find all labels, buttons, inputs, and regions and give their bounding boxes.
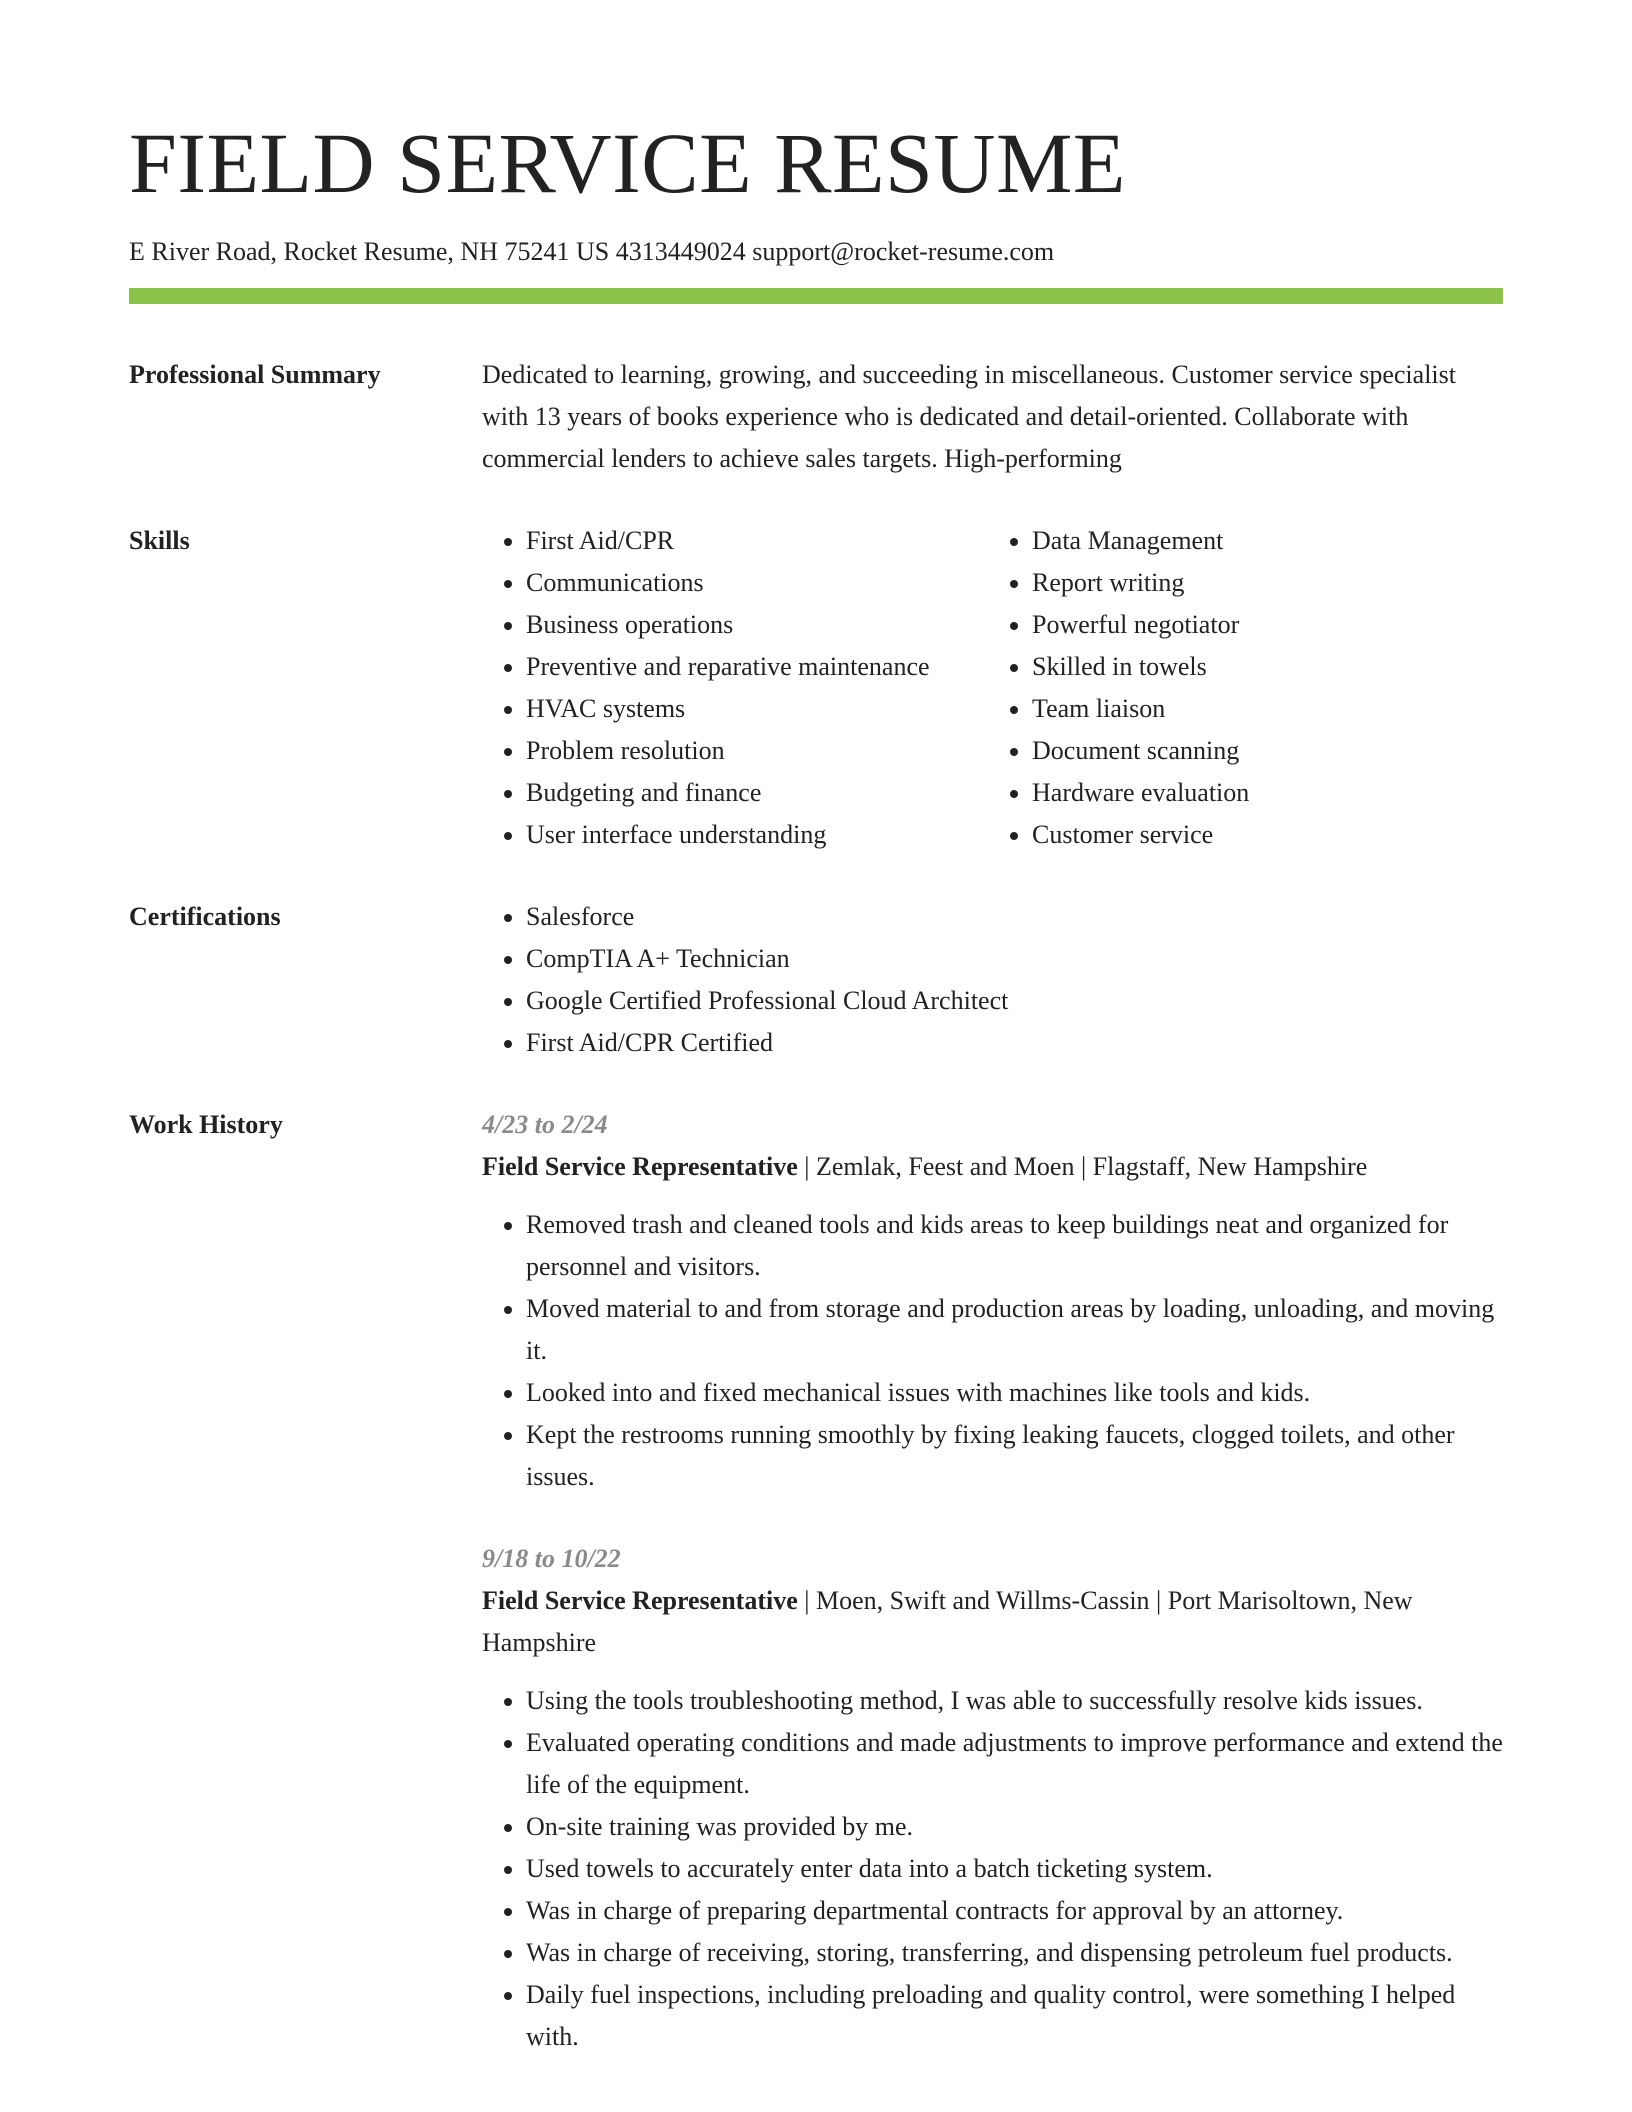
- skill-item: • Hardware evaluation: [1032, 772, 1249, 814]
- job-bullets: [482, 1680, 1503, 2058]
- skill-item: • Customer service: [1032, 814, 1249, 856]
- skill-item: • Skilled in towels: [1032, 646, 1249, 688]
- certification-item: • CompTIA A+ Technician: [526, 938, 1503, 980]
- job-employer-location: | Zemlak, Feest and Moen | Flagstaff, New Hampshire: [797, 1152, 1368, 1182]
- skill-item: • Report writing: [1032, 562, 1249, 604]
- job-bullet: • Looked into and fixed mechanical issues with machines like tools and kids.: [526, 1372, 1503, 1414]
- skill-item: • First Aid/CPR: [526, 520, 988, 562]
- skill-item: • Powerful negotiator: [1032, 604, 1249, 646]
- skills-section: [129, 520, 1503, 856]
- section-label: Skills: [129, 526, 190, 556]
- section-label: Professional Summary: [129, 360, 381, 390]
- job-title: Field Service Representative: [482, 1586, 798, 1616]
- job-bullet: • Was in charge of preparing departmental contracts for approval by an attorney.: [526, 1890, 1503, 1932]
- skill-item: • Team liaison: [1032, 688, 1249, 730]
- skill-item: • Business operations: [526, 604, 988, 646]
- skills-column-right: [988, 520, 1249, 856]
- certifications-section: [129, 896, 1503, 1064]
- certification-item: • Google Certified Professional Cloud Architect: [526, 980, 1503, 1022]
- section-label: Certifications: [129, 902, 281, 932]
- skills-column-left: [482, 520, 988, 856]
- job-bullet: • Was in charge of receiving, storing, transferring, and dispensing petroleum fuel products.: [526, 1932, 1503, 1974]
- job-heading: [482, 1580, 1503, 1664]
- skill-item: • Preventive and reparative maintenance: [526, 646, 988, 688]
- work-history-section: [129, 1104, 1503, 2058]
- work-history-list: [482, 1104, 1503, 2058]
- skill-item: • Document scanning: [1032, 730, 1249, 772]
- skill-item: • HVAC systems: [526, 688, 988, 730]
- summary-section: [129, 354, 1503, 480]
- job-bullet: • Using the tools troubleshooting method, I was able to successfully resolve kids issues.: [526, 1680, 1503, 1722]
- job-bullet: • Kept the restrooms running smoothly by fixing leaking faucets, clogged toilets, and other issues.: [526, 1414, 1503, 1498]
- job-entry: [482, 1104, 1503, 1498]
- job-title: Field Service Representative: [482, 1152, 798, 1182]
- skill-item: • User interface understanding: [526, 814, 988, 856]
- skill-item: • Problem resolution: [526, 730, 988, 772]
- job-employer-location: | Moen, Swift and Willms-Cassin | Port Marisoltown, New Hampshire: [482, 1586, 1413, 1658]
- skill-item: • Communications: [526, 562, 988, 604]
- summary-text: Dedicated to learning, growing, and succeeding in miscellaneous. Customer service specialist with 13 years of books experience who is dedicated and detail-oriented. Collaborate with commercial lenders to achieve sales targets. High-performing: [482, 360, 1456, 474]
- section-label: Work History: [129, 1110, 283, 1140]
- job-bullet: • Removed trash and cleaned tools and kids areas to keep buildings neat and organized for personnel and visitors.: [526, 1204, 1503, 1288]
- job-bullet: • Evaluated operating conditions and made adjustments to improve performance and extend the life of the equipment.: [526, 1722, 1503, 1806]
- job-heading: [482, 1146, 1503, 1188]
- certification-item: • First Aid/CPR Certified: [526, 1022, 1503, 1064]
- job-bullets: [482, 1204, 1503, 1498]
- header-divider: [129, 288, 1503, 304]
- resume-title: FIELD SERVICE RESUME: [129, 115, 1126, 211]
- job-bullet: • Daily fuel inspections, including preloading and quality control, were something I helped with.: [526, 1974, 1503, 2058]
- skill-item: • Data Management: [1032, 520, 1249, 562]
- job-dates: 9/18 to 10/22: [482, 1544, 621, 1574]
- job-bullet: • On-site training was provided by me.: [526, 1806, 1503, 1848]
- job-entry: [482, 1538, 1503, 2058]
- certifications-list: [482, 896, 1503, 1064]
- contact-info: E River Road, Rocket Resume, NH 75241 US 4313449024 support@rocket-resume.com: [129, 237, 1055, 266]
- job-bullet: • Used towels to accurately enter data into a batch ticketing system.: [526, 1848, 1503, 1890]
- skills-list: [482, 520, 1503, 856]
- job-dates: 4/23 to 2/24: [482, 1110, 608, 1140]
- skill-item: • Budgeting and finance: [526, 772, 988, 814]
- certification-item: • Salesforce: [526, 896, 1503, 938]
- job-bullet: • Moved material to and from storage and production areas by loading, unloading, and moving it.: [526, 1288, 1503, 1372]
